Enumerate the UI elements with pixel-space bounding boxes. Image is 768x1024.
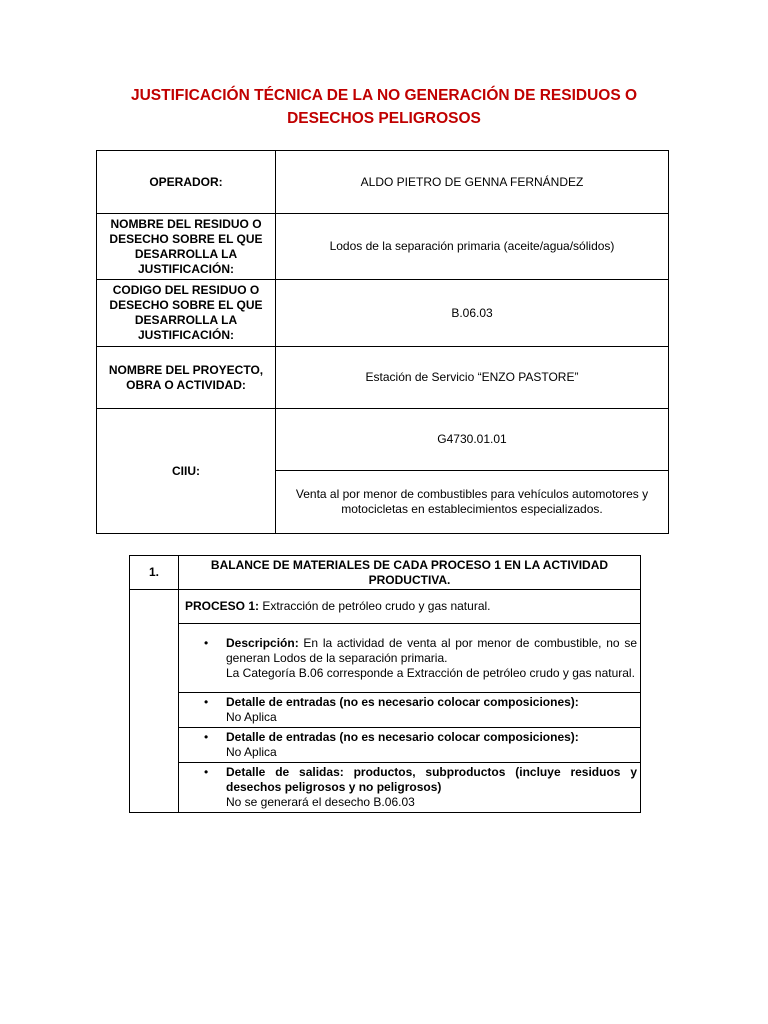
- proyecto-value: Estación de Servicio “ENZO PASTORE”: [276, 347, 669, 409]
- proceso-row: [179, 590, 641, 624]
- list-item-descripcion: [179, 624, 641, 693]
- bullet-icon: •: [204, 695, 209, 709]
- item-label: Detalle de entradas (no es necesario colocar composiciones):: [226, 730, 579, 744]
- bullet-icon: •: [204, 765, 209, 779]
- list-item-entradas: [179, 693, 641, 728]
- item-extra: La Categoría B.06 corresponde a Extracción de petróleo crudo y gas natural.: [226, 665, 635, 680]
- ciiu-description: Venta al por menor de combustibles para vehículos automotores y motocicletas en establecimientos especializados.: [276, 471, 669, 534]
- proceso-label: PROCESO 1:: [185, 599, 260, 613]
- title-line-2: DESECHOS PELIGROSOS: [287, 110, 481, 127]
- list-item-entradas: [179, 728, 641, 763]
- proyecto-label: NOMBRE DEL PROYECTO, OBRA O ACTIVIDAD:: [97, 347, 276, 409]
- item-label: Descripción:: [226, 635, 299, 650]
- balance-header: BALANCE DE MATERIALES DE CADA PROCESO 1 EN LA ACTIVIDAD PRODUCTIVA.: [179, 556, 641, 590]
- operador-label: OPERADOR:: [97, 151, 276, 214]
- item-text: No Aplica: [226, 710, 277, 724]
- info-table: [96, 150, 669, 534]
- section-number: 1.: [130, 556, 179, 590]
- item-text: No se generará el desecho B.06.03: [226, 795, 415, 809]
- proceso-value: Extracción de petróleo crudo y gas natural.: [262, 599, 491, 613]
- section-number-spacer: [130, 590, 179, 813]
- item-label: Detalle de entradas (no es necesario colocar composiciones):: [226, 695, 579, 709]
- bullet-icon: •: [204, 635, 209, 650]
- ciiu-code: G4730.01.01: [276, 409, 669, 471]
- balance-table: [129, 555, 641, 813]
- bullet-icon: •: [204, 730, 209, 744]
- item-label: Detalle de salidas: productos, subproductos (incluye residuos y desechos peligrosos y no peligrosos): [226, 765, 637, 794]
- list-item-salidas: [179, 763, 641, 813]
- nombre-residuo-label: NOMBRE DEL RESIDUO O DESECHO SOBRE EL QUE DESARROLLA LA JUSTIFICACIÓN:: [97, 214, 276, 280]
- nombre-residuo-value: Lodos de la separación primaria (aceite/agua/sólidos): [276, 214, 669, 280]
- item-text: En la actividad de venta al por menor de combustible, no se generan Lodos de la separación primaria.: [226, 635, 637, 665]
- codigo-residuo-value: B.06.03: [276, 280, 669, 347]
- title-line-1: JUSTIFICACIÓN TÉCNICA DE LA NO GENERACIÓN DE RESIDUOS O: [130, 87, 638, 104]
- codigo-residuo-label: CODIGO DEL RESIDUO O DESECHO SOBRE EL QUE DESARROLLA LA JUSTIFICACIÓN:: [97, 280, 276, 347]
- ciiu-label: CIIU:: [97, 409, 276, 534]
- document-title: [96, 84, 672, 130]
- item-text: No Aplica: [226, 745, 277, 759]
- operador-value: ALDO PIETRO DE GENNA FERNÁNDEZ: [276, 151, 669, 214]
